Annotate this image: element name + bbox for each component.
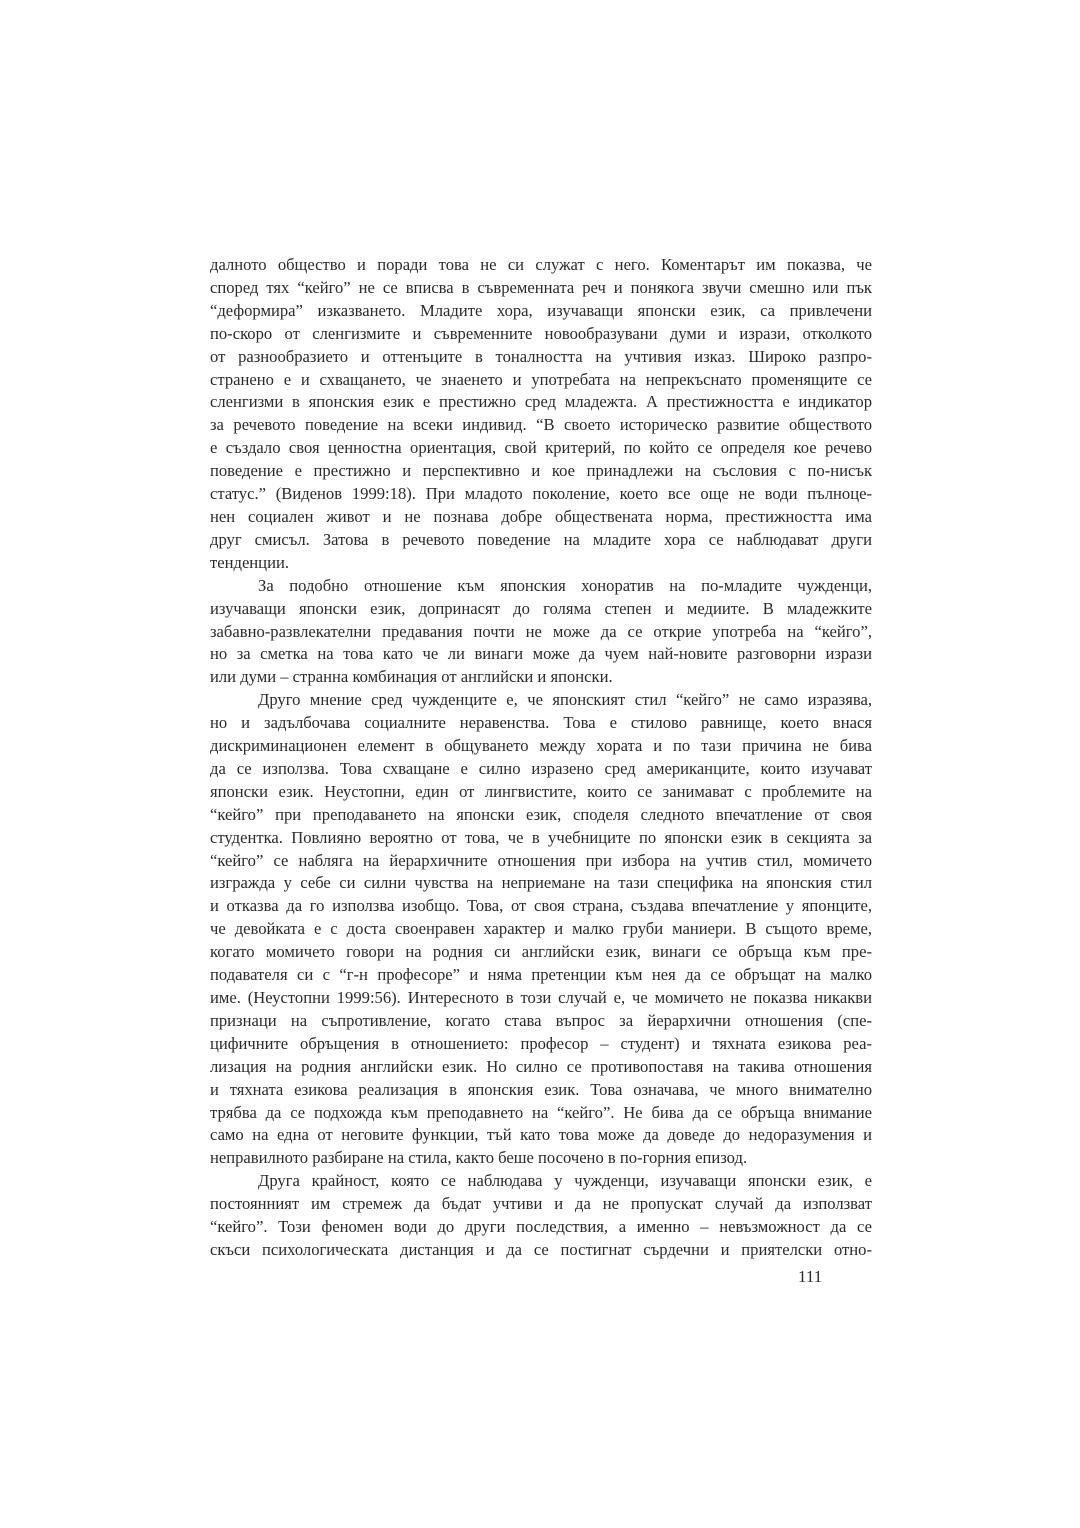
- paragraph: [210, 254, 872, 575]
- text-line: според тях “кейго” не се вписва в съвременната реч и понякога звучи смешно или пък: [210, 277, 872, 297]
- text-line: изгражда у себе си силни чувства на неприемане на тази специфика на японския стил: [210, 873, 872, 893]
- text-line: лизация на родния английски език. Но силно се противопоставя на такива отношения: [210, 1056, 872, 1076]
- paragraph: [210, 1170, 872, 1262]
- text-line: но за сметка на това като че ли винаги може да чуем най-новите разговорни изрази: [210, 644, 872, 664]
- text-line: постоянният им стремеж да бъдат учтиви и да не пропускат случай да използват: [210, 1194, 872, 1214]
- text-line: друг смисъл. Затова в речевото поведение на младите хора се наблюдават други: [210, 529, 872, 549]
- text-line: когато момичето говори на родния си английски език, винаги се обръща към пре-: [210, 942, 872, 962]
- text-line: признаци на съпротивление, когато става въпрос за йерархични отношения (спе-: [210, 1010, 872, 1030]
- text-line: поведение е престижно и перспективно и кое принадлежи на съсловия с по-нисък: [210, 461, 872, 481]
- body-text: [210, 254, 872, 1262]
- text-line: Друга крайност, която се наблюдава у чужденци, изучаващи японски език, е: [258, 1171, 872, 1191]
- text-line: е създало своя ценностна ориентация, свой критерий, по който се определя кое речево: [210, 438, 872, 458]
- text-line: Друго мнение сред чужденците е, че японският стил “кейго” не само изразява,: [258, 690, 872, 710]
- text-line: да се използва. Това схващане е силно изразено сред американците, които изучават: [210, 758, 872, 778]
- text-line: За подобно отношение към японския хоноратив на по-младите чужденци,: [258, 575, 872, 595]
- text-line: подавателя си с “г-н професоре” и няма претенции към нея да се обръщат на малко: [210, 965, 872, 985]
- text-line: студентка. Повлияно вероятно от това, че в учебниците по японски език в секцията за: [210, 827, 872, 847]
- text-line: “кейго” се набляга на йерархичните отношения при избора на учтив стил, момичето: [210, 850, 872, 870]
- text-line: и тяхната езикова реализация в японския език. Това означава, че много внимателно: [210, 1079, 872, 1099]
- text-line: неправилното разбиране на стила, както беше посочено в по-горния епизод.: [210, 1148, 748, 1168]
- text-line: и отказва да го използва изобщо. Това, от своя страна, създава впечатление у японците,: [210, 896, 872, 916]
- text-line: цифичните обръщения в отношението: професор – студент) и тяхната езикова реа-: [210, 1033, 872, 1053]
- text-line: за речевото поведение на всеки индивид. “В своето историческо развитие обществото: [210, 415, 872, 435]
- paragraph: [210, 689, 872, 1170]
- text-line: сленгизми в японския език е престижно сред младежта. А престижността е индикатор: [210, 392, 872, 412]
- text-line: но и задълбочава социалните неравенства. Това е стилово равнище, което внася: [210, 713, 872, 733]
- text-line: “кейго”. Този феномен води до други последствия, а именно – невъзможност да се: [210, 1217, 872, 1237]
- text-line: по-скоро от сленгизмите и съвременните новообразувани думи и изрази, отколкото: [210, 323, 872, 343]
- paragraph: [210, 575, 872, 690]
- page-number: 111: [798, 1267, 823, 1286]
- text-line: от разнообразието и оттенъците в тоналността на учтивия изказ. Широко разпро-: [210, 346, 872, 366]
- text-line: трябва да се подхожда към преподавнето на “кейго”. Не бива да се обръща внимание: [210, 1102, 872, 1122]
- text-line: “кейго” при преподаването на японски език, споделя следното впечатление от своя: [210, 804, 872, 824]
- text-line: статус.” (Виденов 1999:18). При младото поколение, което все още не води пълноце-: [210, 484, 872, 504]
- text-line: дискриминационен елемент в общуването между хората и по тази причина не бива: [210, 736, 872, 756]
- text-line: странено е и схващането, че знаенето и употребата на непрекъснато променящите се: [210, 369, 872, 389]
- text-line: име. (Неустопни 1999:56). Интересното в този случай е, че момичето не показва никакви: [210, 988, 872, 1007]
- text-line: или думи – странна комбинация от английски и японски.: [210, 667, 613, 687]
- text-line: нен социален живот и не познава добре обществената норма, престижността има: [210, 506, 872, 526]
- text-line: скъси психологическата дистанция и да се постигнат сърдечни и приятелски отно-: [210, 1239, 872, 1259]
- text-line: че девойката е с доста своенравен характер и малко груби маниери. В същото време,: [210, 919, 872, 939]
- text-line: далното общество и поради това не си служат с него. Коментарът им показва, че: [210, 255, 872, 274]
- text-line: забавно-развлекателни предавания почти не може да се открие употреба на “кейго”,: [210, 621, 872, 641]
- text-line: само на една от неговите функции, тъй като това може да доведе до недоразумения и: [210, 1125, 872, 1145]
- text-line: “деформира” изказването. Младите хора, изучаващи японски език, са привлечени: [210, 300, 872, 320]
- text-line: изучаващи японски език, допринасят до голяма степен и медиите. В младежките: [210, 598, 872, 618]
- text-line: японски език. Неустопни, един от лингвистите, които се занимават с проблемите на: [210, 781, 872, 801]
- text-line: тенденции.: [210, 552, 289, 572]
